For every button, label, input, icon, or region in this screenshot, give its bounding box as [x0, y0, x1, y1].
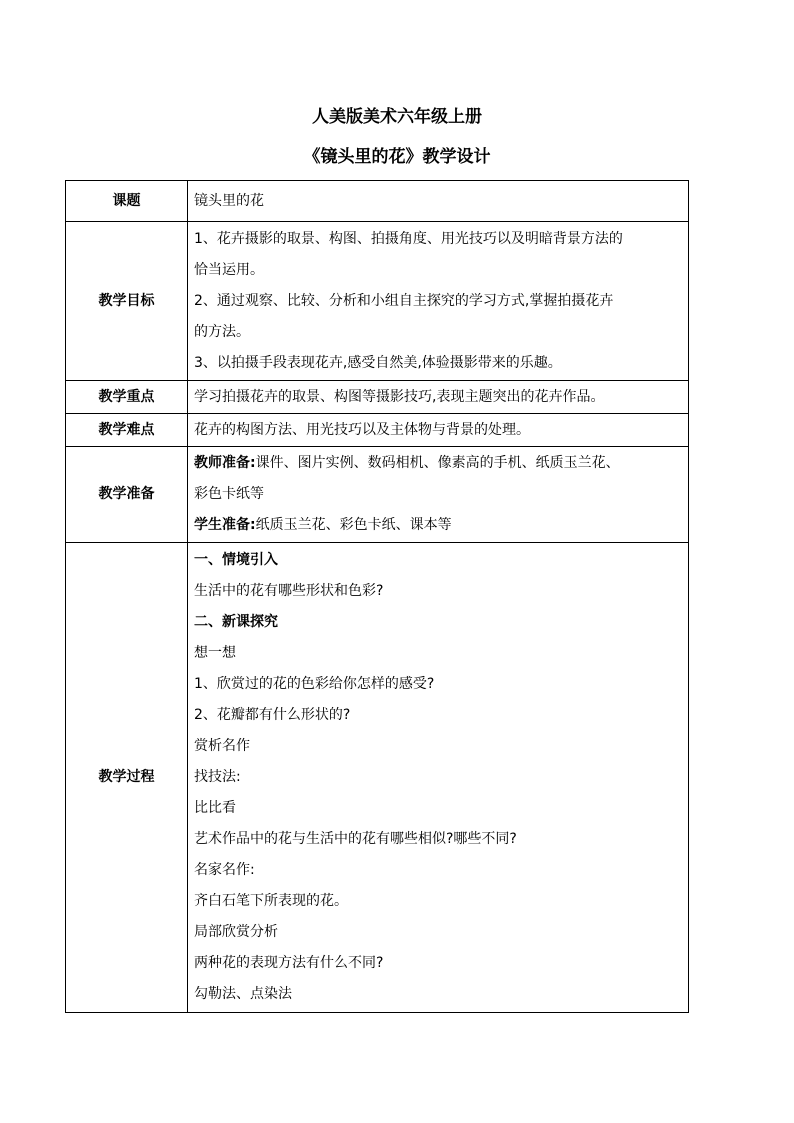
process-line: 两种花的表现方法有什么不同?: [194, 955, 384, 971]
topic-label: 课题: [66, 181, 188, 222]
process-line: 齐白石笔下所表现的花。: [194, 893, 348, 909]
student-preparation-line: [194, 510, 682, 541]
teacher-preparation-text: 课件、图片实例、数码相机、像素高的手机、纸质玉兰花、: [255, 455, 620, 471]
process-line: 找技法:: [194, 769, 241, 785]
document-title: 人美版美术六年级上册: [312, 107, 482, 127]
process-line: 比比看: [194, 800, 236, 816]
difficulties-content: 花卉的构图方法、用光技巧以及主体物与背景的处理。: [188, 414, 689, 447]
goals-line: 2、通过观察、比较、分析和小组自主探究的学习方式,掌握拍摄花卉: [194, 292, 614, 309]
process-heading: 一、情境引入: [194, 552, 278, 568]
process-content: [188, 543, 689, 1013]
goals-content: [188, 222, 689, 381]
difficulties-label: 教学难点: [66, 414, 188, 447]
table-row-topic: [66, 181, 689, 222]
student-preparation-text: 纸质玉兰花、彩色卡纸、课本等: [255, 517, 452, 533]
goals-line: 恰当运用。: [194, 261, 264, 278]
table-row-preparation: [66, 447, 689, 543]
teacher-preparation-line-2: 彩色卡纸等: [194, 486, 264, 502]
student-preparation-label: 学生准备:: [194, 517, 256, 533]
process-line: 生活中的花有哪些形状和色彩?: [194, 583, 384, 599]
process-heading: 二、新课探究: [194, 614, 278, 630]
process-line: 名家名作:: [194, 862, 255, 878]
goals-line: 3、以拍摄手段表现花卉,感受自然美,体验摄影带来的乐趣。: [194, 354, 562, 371]
process-line: 勾勒法、点染法: [194, 986, 292, 1002]
teacher-preparation-label: 教师准备:: [194, 455, 256, 471]
goals-line: 的方法。: [194, 323, 250, 340]
table-row-process: [66, 543, 689, 1013]
process-line: 1、欣赏过的花的色彩给你怎样的感受?: [194, 676, 435, 692]
lesson-plan-table: [65, 180, 689, 1013]
table-row-goals: [66, 222, 689, 381]
key-points-content: 学习拍摄花卉的取景、构图等摄影技巧,表现主题突出的花卉作品。: [188, 381, 689, 414]
preparation-label: 教学准备: [66, 447, 188, 543]
goals-line: 1、花卉摄影的取景、构图、拍摄角度、用光技巧以及明暗背景方法的: [194, 230, 623, 247]
table-row-key-points: [66, 381, 689, 414]
process-line: 艺术作品中的花与生活中的花有哪些相似?哪些不同?: [194, 831, 517, 847]
key-points-label: 教学重点: [66, 381, 188, 414]
process-label: 教学过程: [66, 543, 188, 1013]
preparation-content: [188, 447, 689, 543]
topic-content: 镜头里的花: [188, 181, 689, 222]
goals-label: 教学目标: [66, 222, 188, 381]
process-line: 赏析名作: [194, 738, 250, 754]
teacher-preparation-line: [194, 448, 682, 479]
process-line: 局部欣赏分析: [194, 924, 278, 940]
process-line: 2、花瓣都有什么形状的?: [194, 707, 351, 723]
table-row-difficulties: [66, 414, 689, 447]
process-line: 想一想: [194, 645, 236, 661]
document-subtitle: 《镜头里的花》教学设计: [303, 147, 491, 167]
